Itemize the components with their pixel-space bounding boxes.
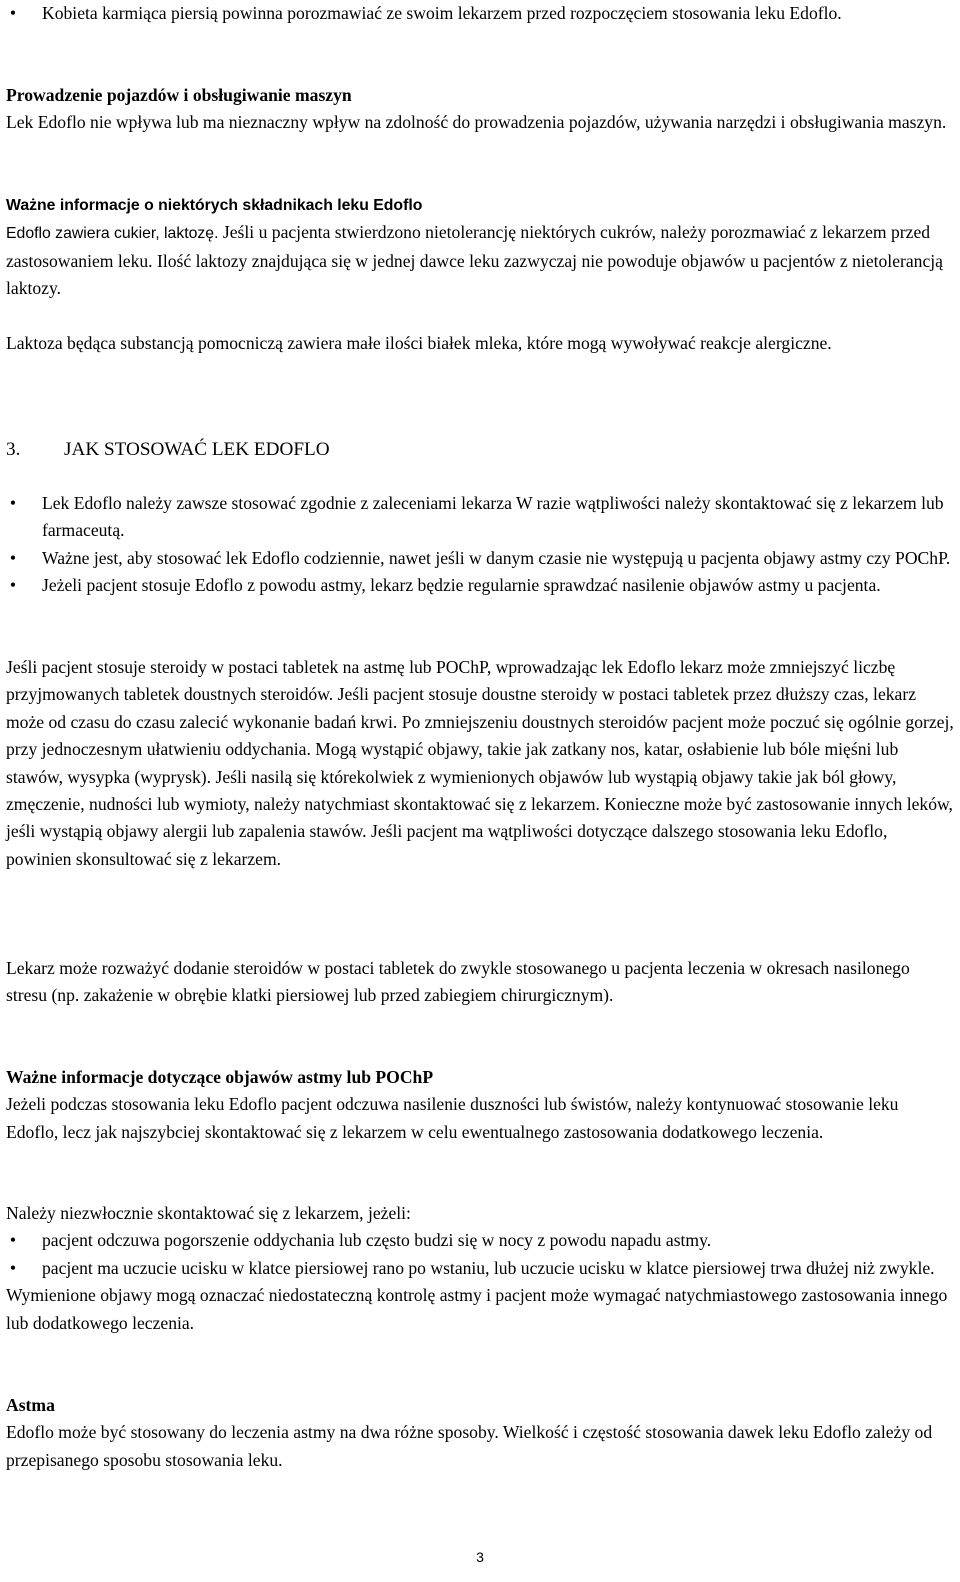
bullet-icon: • xyxy=(9,1230,17,1251)
section-title: JAK STOSOWAĆ LEK EDOFLO xyxy=(64,439,330,460)
section-3-heading xyxy=(6,436,954,463)
section-number: 3. xyxy=(6,439,21,460)
section-heading: Ważne informacje dotyczące objawów astmy lub POChP xyxy=(6,1067,434,1087)
bullet-icon: • xyxy=(9,493,17,513)
section-heading: Prowadzenie pojazdów i obsługiwanie maszyn xyxy=(6,85,352,105)
section-asthma-info xyxy=(6,1064,954,1146)
bullet-icon: • xyxy=(9,1257,17,1278)
section-heading: Ważne informacje o niektórych składnikach leku Edoflo xyxy=(6,197,423,214)
paragraph-lead: Edoflo zawiera cukier, laktozę. xyxy=(6,225,219,243)
section-contact xyxy=(6,1200,954,1337)
paragraph xyxy=(6,219,954,302)
contact-intro: Należy niezwłocznie skontaktować się z lekarzem, jeżeli: xyxy=(6,1203,411,1223)
paragraph: Jeżeli podczas stosowania leku Edoflo pacjent odczuwa nasilenie duszności lub świstów, należy kontynuować stosowanie leku Edoflo, lecz jak najszybciej skontaktować się z lekarzem w celu ewentualnego zastosowania dodatkowego leczenia. xyxy=(6,1094,899,1142)
lactose-paragraph: Laktoza będąca substancją pomocniczą zawiera małe ilości białek mleka, które mogą wywoływać reakcje alergiczne. xyxy=(6,333,832,353)
section-heading: Astma xyxy=(6,1395,55,1415)
top-bullet-list xyxy=(6,0,954,27)
list-item-text: Lek Edoflo należy zawsze stosować zgodnie z zaleceniami lekarza W razie wątpliwości należy skontaktować się z lekarzem lub farmaceutą. xyxy=(42,493,944,541)
list-item-text: Ważne jest, aby stosować lek Edoflo codziennie, nawet jeśli w danym czasie nie występują u pacjenta objawy astmy czy POChP. xyxy=(42,547,951,568)
list-item-text: Jeżeli pacjent stosuje Edoflo z powodu astmy, lekarz będzie regularnie sprawdzać nasilenie objawów astmy u pacjenta. xyxy=(42,575,881,596)
list-item-text: pacjent ma uczucie ucisku w klatce piersiowej rano po wstaniu, lub uczucie ucisku w klatce piersiowej trwa dłużej niż zwykle. xyxy=(42,1257,935,1278)
section-ingredients xyxy=(6,192,954,303)
section-astma xyxy=(6,1392,954,1474)
paragraph: Lek Edoflo nie wpływa lub ma nieznaczny wpływ na zdolność do prowadzenia pojazdów, używania narzędzi i obsługiwania maszyn. xyxy=(6,112,947,133)
list-item xyxy=(6,0,954,27)
steroids-paragraph: Jeśli pacjent stosuje steroidy w postaci tabletek na astmę lub POChP, wprowadzając lek Edoflo lekarz może zmniejszyć liczbę przyjmowanych tabletek doustnych steroidów. Jeśli pacjent stosuje doustne steroidy w postaci tabletek przez dłuższy czas, lekarz może od czasu do czasu zalecić wykonanie badań krwi. Po zmniejszeniu doustnych steroidów pacjent może poczuć się ogólnie gorzej, przy jednoczesnym ułatwieniu oddychania. Mogą wystąpić objawy, takie jak zatkany nos, katar, osłabienie lub bóle mięśni lub stawów, wysypka (wyprysk). Jeśli nasilą się którekolwiek z wymienionych objawów lub wystąpią objawy takie jak ból głowy, zmęczenie, nudności lub wymioty, należy natychmiast skontaktować się z lekarzem. Konieczne może być zastosowanie innych leków, jeśli wystąpią objawy alergii lub zapalenia stawów. Jeśli pacjent ma wątpliwości dotyczące dalszego stosowania leku Edoflo, powinien skonsultować się z lekarzem. xyxy=(6,657,954,869)
list-item xyxy=(6,545,954,572)
list-item xyxy=(6,1227,954,1254)
contact-after: Wymienione objawy mogą oznaczać niedostateczną kontrolę astmy i pacjent może wymagać natychmiastowego zastosowania innego lub dodatkowego leczenia. xyxy=(6,1285,948,1333)
list-item xyxy=(6,490,954,545)
section-driving xyxy=(6,82,954,137)
bullet-icon: • xyxy=(9,575,17,596)
contact-bullet-list xyxy=(6,1227,954,1282)
paragraph: Edoflo może być stosowany do leczenia astmy na dwa różne sposoby. Wielkość i częstość stosowania dawek leku Edoflo zależy od przepisanego sposobu stosowania leku. xyxy=(6,1422,933,1470)
page-number: 3 xyxy=(476,1549,484,1565)
bullet-icon: • xyxy=(9,3,17,23)
list-item xyxy=(6,1255,954,1282)
list-item-text: Kobieta karmiąca piersią powinna porozmawiać ze swoim lekarzem przed rozpoczęciem stosowania leku Edoflo. xyxy=(42,3,842,23)
stress-paragraph: Lekarz może rozważyć dodanie steroidów w postaci tabletek do zwykle stosowanego u pacjenta leczenia w okresach nasilonego stresu (np. zakażenie w obrębie klatki piersiowej lub przed zabiegiem chirurgicznym). xyxy=(6,958,910,1006)
bullet-icon: • xyxy=(9,547,17,568)
paragraph-rest: Jeśli u pacjenta stwierdzono nietolerancję niektórych cukrów, należy porozmawiać z lekarzem przed zastosowaniem leku. Ilość laktozy znajdująca się w jednej dawce leku zazwyczaj nie powoduje objawów u pacjentów z nietolerancją laktozy. xyxy=(6,222,943,299)
list-item-text: pacjent odczuwa pogorszenie oddychania lub często budzi się w nocy z powodu napadu astmy. xyxy=(42,1230,712,1251)
list-item xyxy=(6,572,954,599)
section-3-bullet-list xyxy=(6,490,954,600)
